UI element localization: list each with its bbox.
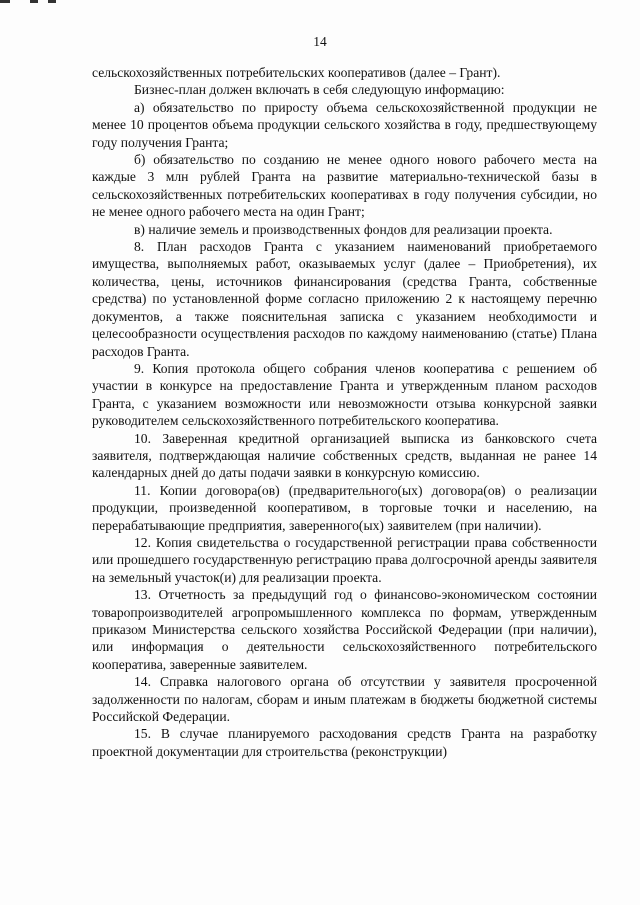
paragraph: сельскохозяйственных потребительских кооперативов (далее – Грант).	[92, 65, 501, 80]
paragraph: 11. Копии договора(ов) (предварительного(ых) договора(ов) о реализации продукции, произведенной кооперативом, в торговые точки и населению, на перерабатывающие предприятия, заверенного(ых) заявителем (при наличии).	[92, 482, 597, 533]
paragraph: 10. Заверенная кредитной организацией выписка из банковского счета заявителя, подтверждающая наличие собственных средств, выданная не ранее 14 календарных дней до даты подачи заявки в конкурсную комиссию.	[92, 430, 597, 481]
paragraph: 13. Отчетность за предыдущий год о финансово-экономическом состоянии товаропроизводителей агропромышленного комплекса по формам, утвержденным приказом Министерства сельского хозяйства Российской Федерации (при наличии), или информация о деятельности сельскохозяйственного потребительского кооператива, заверенные заявителем.	[92, 587, 597, 672]
paragraph: а) обязательство по приросту объема сельскохозяйственной продукции не менее 10 процентов объема продукции сельского хозяйства в году, предшествующему году получения Гранта;	[92, 99, 597, 150]
paragraph: в) наличие земель и производственных фондов для реализации проекта.	[134, 221, 553, 237]
document-body	[92, 64, 597, 760]
paragraph: б) обязательство по созданию не менее одного нового рабочего места на каждые 3 млн рублей Гранта на развитие материально-технической базы в сельскохозяйственных потребительских кооперативах в году получения субсидии, но не менее одного рабочего места на один Грант;	[92, 152, 597, 220]
scan-edge-mark	[0, 0, 10, 3]
paragraph: Бизнес-план должен включать в себя следующую информацию:	[134, 82, 505, 98]
paragraph: 12. Копия свидетельства о государственной регистрации права собственности или прошедшего государственную регистрацию права долгосрочной аренды заявителя на земельный участок(и) для реализации проекта.	[92, 534, 597, 585]
scan-edge-mark	[30, 0, 38, 3]
paragraph: 15. В случае планируемого расходования средств Гранта на разработку проектной документации для строительства (реконструкции)	[92, 726, 597, 759]
paragraph: 14. Справка налогового органа об отсутствии у заявителя просроченной задолженности по налогам, сборам и иным платежам в бюджеты бюджетной системы Российской Федерации.	[92, 674, 597, 725]
paragraph: 9. Копия протокола общего собрания членов кооператива с решением об участии в конкурсе на предоставление Гранта и утвержденным планом расходов Гранта, с указанием возможности или невозможности отзыва конкурсной заявки руководителем сельскохозяйственного потребительского кооператива.	[92, 360, 597, 429]
page-number: 14	[313, 34, 327, 49]
paragraph: 8. План расходов Гранта с указанием наименований приобретаемого имущества, выполняемых работ, оказываемых услуг (далее – Приобретения), их количества, цены, источников финансирования (средства Гранта, собственные средства) по установленной форме согласно приложению 2 к настоящему перечню документов, а также пояснительная записка с указанием необходимости и целесообразности осуществления расходов по каждому наименованию (статье) Плана расходов Гранта.	[92, 239, 597, 359]
scan-edge-mark	[48, 0, 56, 3]
